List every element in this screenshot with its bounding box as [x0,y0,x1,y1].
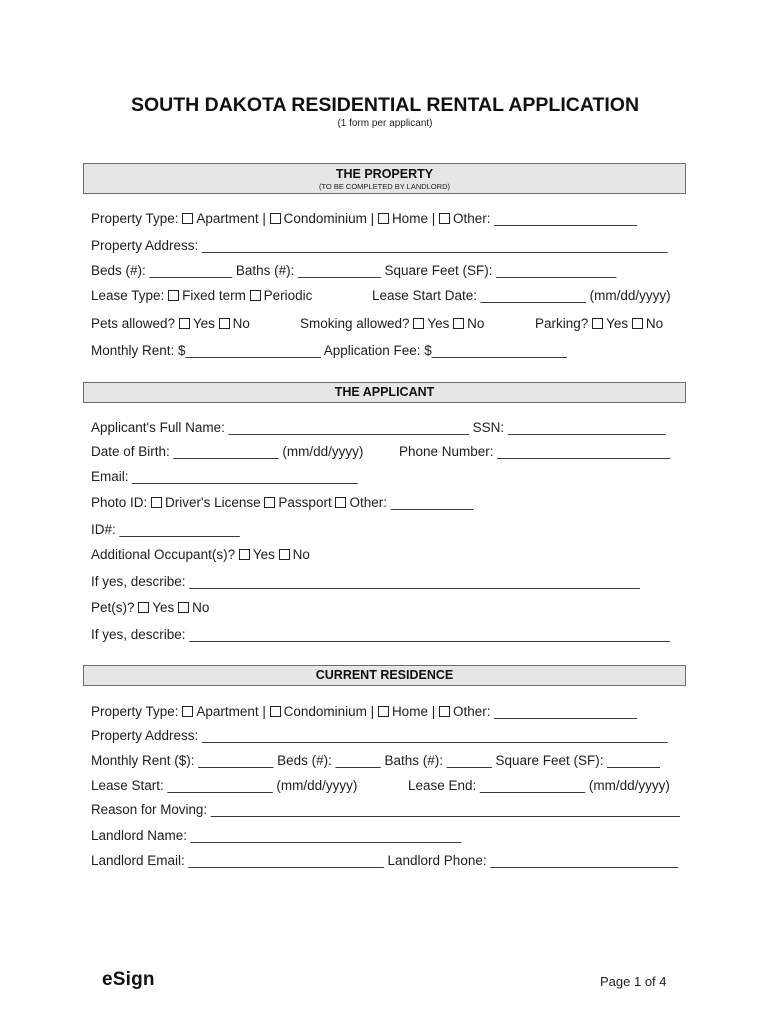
id-other-checkbox[interactable] [335,497,346,508]
applicant-pets-no-label: No [192,600,210,615]
email-field[interactable]: Email: ______________________________ [91,469,358,484]
residence-property-type-label: Property Type: [91,704,179,719]
residence-rent-beds-baths-fields[interactable]: Monthly Rent ($): __________ Beds (#): ______ Baths (#): ______ Square Feet (SF): _______ [91,753,660,768]
esign-logo: eSign [102,969,155,990]
parking-row [535,316,663,332]
reason-for-moving-field[interactable]: Reason for Moving: _______________________________________________________________ [91,802,680,817]
residence-other-field[interactable]: Other: ___________________ [452,704,637,719]
pets-no-label: No [232,316,250,331]
smoking-no-checkbox[interactable] [453,318,464,329]
residence-address-field[interactable]: Property Address: ______________________________________________________________ [91,728,668,743]
pets-allowed-label: Pets allowed? [91,316,176,331]
drivers-license-checkbox[interactable] [151,497,162,508]
residence-home-label: Home | [391,704,436,719]
applicant-pets-yes-label: Yes [152,600,175,615]
section-title-property: THE PROPERTY [335,167,434,181]
smoking-yes-label: Yes [427,316,450,331]
id-number-field[interactable]: ID#: ________________ [91,522,240,537]
smoking-yes-checkbox[interactable] [413,318,424,329]
periodic-checkbox[interactable] [250,290,261,301]
residence-property-type-row [91,704,637,720]
lease-type-row [91,288,312,304]
other-field[interactable]: Other: ___________________ [452,211,637,226]
page-number: Page 1 of 4 [600,974,667,989]
section-header-current-residence [83,665,686,686]
residence-condominium-checkbox[interactable] [270,706,281,717]
residence-condominium-label: Condominium | [283,704,375,719]
photo-id-label: Photo ID: [91,495,148,510]
applicant-pets-label: Pet(s)? [91,600,135,615]
occupants-describe-field[interactable]: If yes, describe: ____________________________________________________________ [91,574,640,589]
occupants-no-checkbox[interactable] [279,549,290,560]
passport-checkbox[interactable] [264,497,275,508]
home-label: Home | [391,211,436,226]
pets-allowed-row [91,316,250,332]
landlord-name-field[interactable]: Landlord Name: ____________________________________ [91,828,462,843]
smoking-allowed-label: Smoking allowed? [300,316,410,331]
beds-baths-sf-fields[interactable]: Beds (#): ___________ Baths (#): ___________ Square Feet (SF): ________________ [91,263,617,278]
fixed-term-label: Fixed term [182,288,246,303]
periodic-label: Periodic [263,288,313,303]
residence-home-checkbox[interactable] [378,706,389,717]
pets-no-checkbox[interactable] [219,318,230,329]
applicant-pets-yes-checkbox[interactable] [138,602,149,613]
property-type-label: Property Type: [91,211,179,226]
parking-no-checkbox[interactable] [632,318,643,329]
date-of-birth-field[interactable]: Date of Birth: ______________ (mm/dd/yyyy) [91,444,364,459]
passport-label: Passport [278,495,332,510]
parking-label: Parking? [535,316,589,331]
section-header-applicant [83,382,686,403]
occupants-no-label: No [292,547,310,562]
property-type-row [91,211,637,227]
other-checkbox[interactable] [439,213,450,224]
id-other-field[interactable]: Other: ___________ [349,495,474,510]
pets-yes-label: Yes [192,316,215,331]
condominium-checkbox[interactable] [270,213,281,224]
smoking-no-label: No [467,316,485,331]
property-address-field[interactable]: Property Address: ______________________________________________________________ [91,238,668,253]
residence-lease-end-field[interactable]: Lease End: ______________ (mm/dd/yyyy) [408,778,670,793]
condominium-label: Condominium | [283,211,375,226]
lease-start-date-field[interactable]: Lease Start Date: ______________ (mm/dd/yyyy) [372,288,671,303]
parking-no-label: No [645,316,664,331]
residence-lease-start-field[interactable]: Lease Start: ______________ (mm/dd/yyyy) [91,778,358,793]
document-title: SOUTH DAKOTA RESIDENTIAL RENTAL APPLICATION [130,94,640,116]
residence-other-checkbox[interactable] [439,706,450,717]
fixed-term-checkbox[interactable] [168,290,179,301]
additional-occupants-row [91,547,310,563]
photo-id-row [91,495,473,511]
section-header-property [83,163,686,194]
phone-number-field[interactable]: Phone Number: _______________________ [399,444,670,459]
additional-occupants-label: Additional Occupant(s)? [91,547,236,562]
applicant-pets-no-checkbox[interactable] [178,602,189,613]
apartment-checkbox[interactable] [182,213,193,224]
section-title-current-residence: CURRENT RESIDENCE [315,668,454,682]
smoking-allowed-row [300,316,484,332]
section-subtitle-property: (TO BE COMPLETED BY LANDLORD) [318,182,450,191]
landlord-email-phone-fields[interactable]: Landlord Email: __________________________ Landlord Phone: _________________________ [91,853,679,868]
applicant-pets-row [91,600,209,616]
applicant-name-ssn-fields[interactable]: Applicant's Full Name: ________________________________ SSN: _____________________ [91,420,666,435]
monthly-rent-application-fee-fields[interactable]: Monthly Rent: $__________________ Application Fee: $__________________ [91,343,567,358]
parking-yes-checkbox[interactable] [592,318,603,329]
section-title-applicant: THE APPLICANT [334,385,435,399]
lease-type-label: Lease Type: [91,288,165,303]
pets-describe-field[interactable]: If yes, describe: ________________________________________________________________ [91,627,670,642]
drivers-license-label: Driver's License [165,495,261,510]
apartment-label: Apartment | [196,211,266,226]
residence-apartment-checkbox[interactable] [182,706,193,717]
parking-yes-label: Yes [606,316,629,331]
document-subtitle: (1 form per applicant) [337,118,433,129]
occupants-yes-checkbox[interactable] [239,549,250,560]
residence-apartment-label: Apartment | [196,704,266,719]
home-checkbox[interactable] [378,213,389,224]
occupants-yes-label: Yes [252,547,275,562]
pets-yes-checkbox[interactable] [179,318,190,329]
